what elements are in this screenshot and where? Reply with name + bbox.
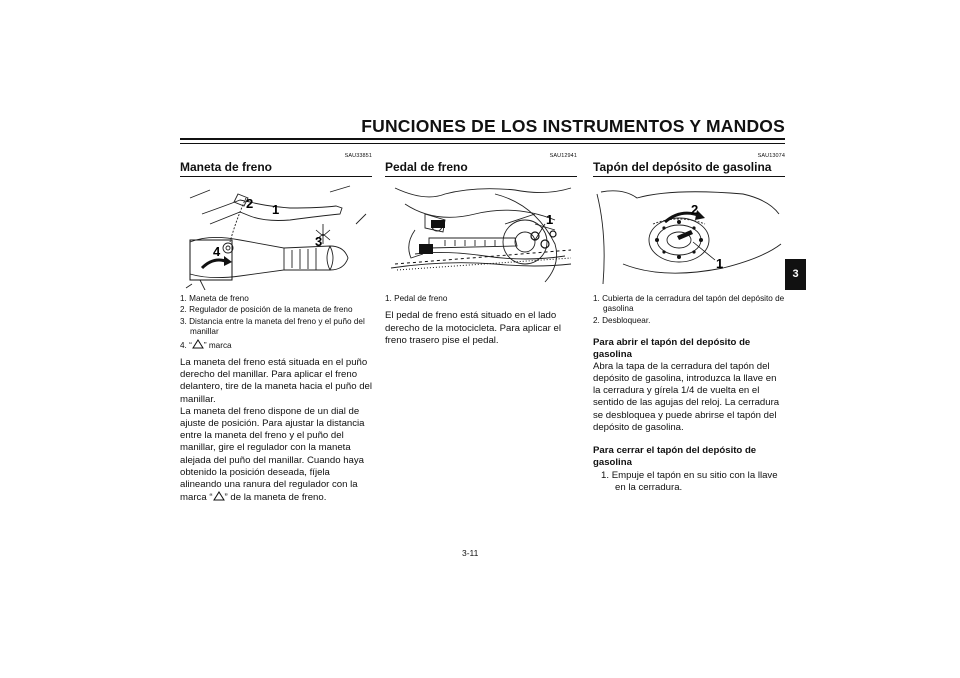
section-brake-lever — [180, 150, 372, 504]
header-rule-thin — [180, 143, 785, 144]
caption-item: 3. Distancia entre la maneta del freno y el puño del manillar — [180, 316, 365, 337]
subsection-title: Para cerrar el tapón del depósito de gasolina — [593, 445, 757, 468]
paragraph: El pedal de freno está situado en el lado derecho de la motocicleta. Para aplicar el freno trasero pise el pedal. — [385, 310, 561, 346]
page-title: FUNCIONES DE LOS INSTRUMENTOS Y MANDOS — [361, 116, 785, 136]
callout-2: 2 — [246, 196, 254, 211]
paragraph: La maneta del freno dispone de un dial de ajuste de posición. Para ajustar la distancia entre la maneta del freno y el puño del manillar, gire el regulador con la maneta alejada del puño del manillar. Cuando haya obtenido la posición deseada, fíjela alineando una ranura del regulador con la marca “ ” de la maneta de freno. — [180, 405, 365, 504]
section-code: SAU33851 — [344, 153, 372, 159]
section-code: SAU13074 — [757, 153, 785, 159]
page-header — [180, 116, 785, 146]
caption-item: 1. Pedal de freno — [385, 294, 448, 303]
section-brake-pedal — [385, 150, 577, 347]
step-item: 1. Empuje el tapón en su sitio con la llave en la cerradura. — [601, 469, 778, 493]
section-title: Pedal de freno — [385, 160, 577, 177]
paragraph: La maneta del freno está situada en el puño derecho del manillar. Para aplicar el freno delantero, tire de la maneta hacia el puño del manillar. — [180, 357, 373, 405]
section-title: Tapón del depósito de gasolina — [593, 160, 785, 177]
triangle-mark-icon — [213, 491, 225, 501]
callout-1: 1 — [272, 202, 280, 217]
callout-3: 3 — [315, 234, 323, 249]
figure-captions — [593, 294, 785, 326]
callout-4: 4 — [213, 244, 221, 259]
chapter-tab: 3 — [785, 259, 806, 290]
header-rule-thick — [180, 138, 785, 140]
caption-item: 1. Maneta de freno — [180, 294, 249, 303]
triangle-mark-icon — [192, 339, 204, 349]
subsection-title: Para abrir el tapón del depósito de gasolina — [593, 337, 751, 361]
brake-lever-illustration — [180, 184, 372, 290]
caption-item: 4. “ ” marca — [180, 340, 232, 350]
figure-captions — [180, 294, 372, 351]
section-title: Maneta de freno — [180, 160, 372, 177]
caption-item: 2. Regulador de posición de la maneta de freno — [180, 305, 353, 315]
fuel-cap-illustration — [593, 184, 785, 290]
brake-pedal-illustration — [385, 184, 577, 290]
callout-1: 1 — [716, 256, 724, 271]
page-number: 3-11 — [462, 548, 479, 558]
section-code: SAU12941 — [549, 153, 577, 159]
caption-item: 1. Cubierta de la cerradura del tapón del depósito de gasolina — [593, 294, 785, 314]
callout-1: 1 — [546, 212, 554, 227]
caption-item: 2. Desbloquear. — [593, 315, 651, 325]
figure-captions — [385, 294, 577, 304]
paragraph: Abra la tapa de la cerradura del tapón del depósito de gasolina, introduzca la llave en la cerradura y gírela 1/4 de vuelta en el sentido de las agujas del reloj. La cerradura se desbloquea y puede abrirse el tapón del depósito de gasolina. — [593, 360, 780, 433]
callout-2: 2 — [691, 202, 699, 217]
section-fuel-cap — [593, 150, 785, 494]
